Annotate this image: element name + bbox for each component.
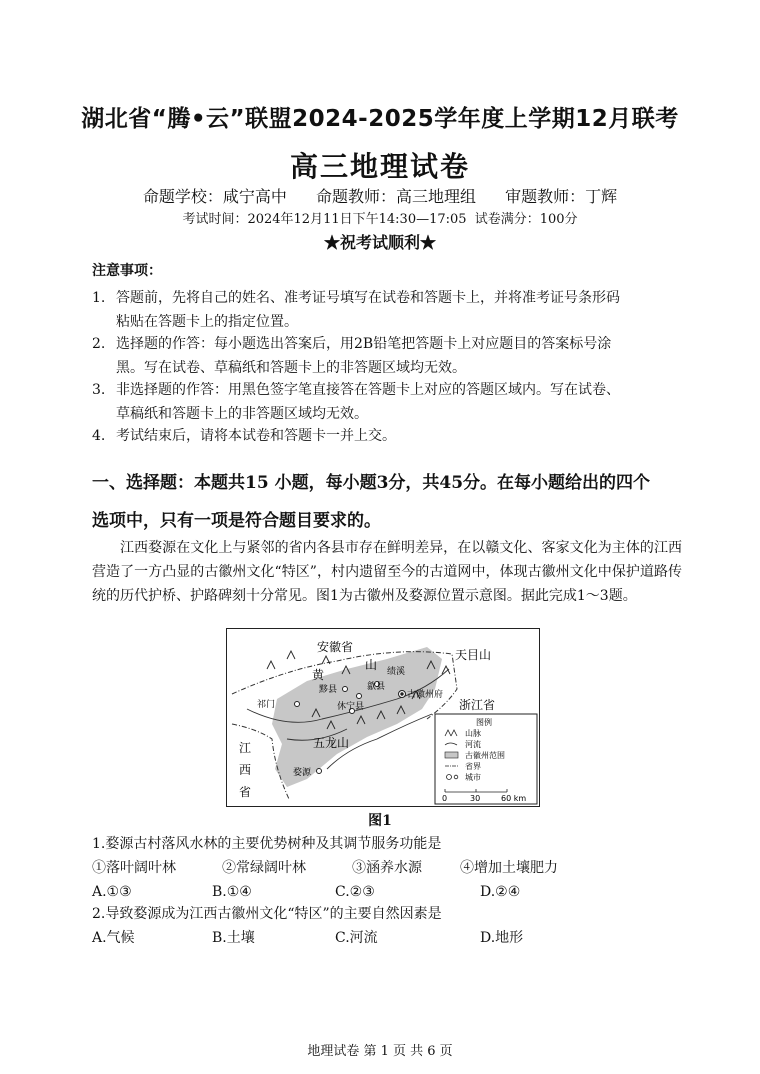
notice-item — [92, 424, 682, 448]
exam-time-score — [0, 208, 760, 227]
scale-tick: 60 km — [501, 794, 527, 803]
question-1-option[interactable]: A.①③ — [92, 884, 132, 900]
figure-caption: 图1 — [368, 813, 392, 829]
exam-score: 试卷满分：100分 — [474, 212, 578, 227]
author-teacher: 命题教师：高三地理组 — [315, 187, 476, 206]
legend-item: 城市 — [465, 773, 481, 782]
question-1-choice: ②常绿阔叶林 — [222, 860, 306, 876]
legend-item: 省界 — [465, 762, 481, 771]
question-2-option[interactable]: D.地形 — [480, 930, 524, 946]
notice-num: 1. — [92, 290, 106, 306]
notice-text-cont: 草稿纸和答题卡上的非答题区域均无效。 — [116, 406, 368, 422]
notice-text-cont: 黑。写在试卷、草稿纸和答题卡上的非答题区域均无效。 — [116, 360, 466, 376]
notice-text-cont: 粘贴在答题卡上的指定位置。 — [116, 314, 298, 330]
section-heading-line2: 选项中，只有一项是符合题目要求的。 — [92, 511, 381, 531]
map-label-zhejiang: 浙江省 — [459, 698, 496, 712]
map-label-xiuning: 休宁县 — [337, 702, 365, 712]
question-1-choice: ③涵养水源 — [352, 860, 422, 876]
legend-item: 山脉 — [465, 729, 481, 738]
exam-wish: ★祝考试顺利★ — [323, 233, 436, 252]
huizhou-extent — [272, 647, 442, 787]
question-1-option[interactable]: C.②③ — [335, 884, 375, 900]
legend-item: 河流 — [465, 740, 481, 749]
author-school: 命题学校：咸宁高中 — [142, 187, 287, 206]
author-reviewer: 审题教师：丁辉 — [505, 187, 618, 206]
notice-text: 答题前，先将自己的姓名、准考证号填写在试卷和答题卡上，并将准考证号条形码 — [116, 290, 620, 306]
notice-item — [92, 378, 682, 426]
exam-title: 湖北省“腾•云”联盟2024-2025学年度上学期12月联考 — [81, 106, 679, 132]
notice-num: 4. — [92, 428, 106, 444]
map-label-qimen: 祁门 — [257, 700, 276, 710]
map-label-shexian: 歙县 — [367, 682, 386, 692]
exam-subtitle: 高三地理试卷 — [289, 150, 470, 183]
notice-heading: 注意事项： — [92, 263, 162, 279]
map-label-jiangxi2: 西 — [239, 763, 252, 777]
question-2-option[interactable]: A.气候 — [92, 930, 135, 946]
notice-item — [92, 286, 682, 334]
notice-text: 选择题的作答：每小题选出答案后，用2B铅笔把答题卡上对应题目的答案标号涂 — [116, 336, 612, 352]
notice-item — [92, 332, 682, 380]
map-label-jiangxi3: 省 — [239, 785, 252, 799]
map-label-jiangxi1: 江 — [239, 741, 252, 755]
question-1-choice: ①落叶阔叶林 — [92, 860, 176, 876]
legend-title: 图例 — [476, 718, 492, 727]
map-svg — [227, 629, 539, 806]
map-label-wuyuan: 婺源 — [293, 768, 312, 778]
question-intro: 江西婺源在文化上与紧邻的省内各县市存在鲜明差异，在以赣文化、客家文化为主体的江西营造了一方凸显的古徽州文化“特区”，村内遗留至今的古道网中，体现古徽州文化中保护道路传统的历代护桥、护路碑刻十分常见。图1为古徽州及婺源位置示意图。据此完成1～3题。 — [92, 540, 682, 604]
legend-item: 古徽州范围 — [465, 751, 505, 760]
section-heading-line1: 一、选择题：本题共15 小题，每小题3分，共45分。在每小题给出的四个 — [92, 473, 651, 493]
notice-text: 考试结束后，请将本试卷和答题卡一并上交。 — [116, 428, 396, 444]
map-label-yixian: 黟县 — [319, 685, 338, 695]
city-legend-icon — [447, 775, 452, 780]
question-2-option[interactable]: B.土壤 — [212, 930, 255, 946]
question-1-choice: ④增加土壤肥力 — [460, 860, 558, 876]
map-label-shan: 山 — [365, 658, 378, 672]
question-1-option[interactable]: B.①④ — [212, 884, 252, 900]
question-2-option[interactable]: C.河流 — [335, 930, 378, 946]
map-legend — [435, 714, 537, 804]
map-label-jixi: 绩溪 — [387, 667, 406, 677]
exam-time: 考试时间：2024年12月11日下午14:30—17:05 — [182, 212, 467, 227]
scale-tick: 0 — [442, 794, 448, 803]
page-footer: 地理试卷 第 1 页 共 6 页 — [307, 1044, 453, 1059]
question-1-option[interactable]: D.②④ — [480, 884, 521, 900]
question-1-stem: 1.婺源古村落风水林的主要优势树种及其调节服务功能是 — [92, 836, 442, 852]
notice-num: 3. — [92, 382, 106, 398]
exam-authors — [0, 184, 760, 207]
map-label-wulong: 五龙山 — [313, 736, 350, 750]
notice-text: 非选择题的作答：用黑色签字笔直接答在答题卡上对应的答题区域内。写在试卷、 — [116, 382, 620, 398]
extent-legend-icon — [445, 752, 458, 758]
map-figure — [226, 628, 540, 807]
map-label-anhui: 安徽省 — [317, 640, 354, 654]
notice-num: 2. — [92, 336, 106, 352]
map-label-guhuizhou: 古徽州府 — [407, 690, 444, 700]
map-label-huang: 黄 — [312, 668, 325, 682]
scale-tick: 30 — [470, 794, 481, 803]
city-legend-icon — [454, 775, 458, 779]
question-2-stem: 2.导致婺源成为江西古徽州文化“特区”的主要自然因素是 — [92, 906, 442, 922]
map-label-tianmu: 天目山 — [455, 648, 492, 662]
